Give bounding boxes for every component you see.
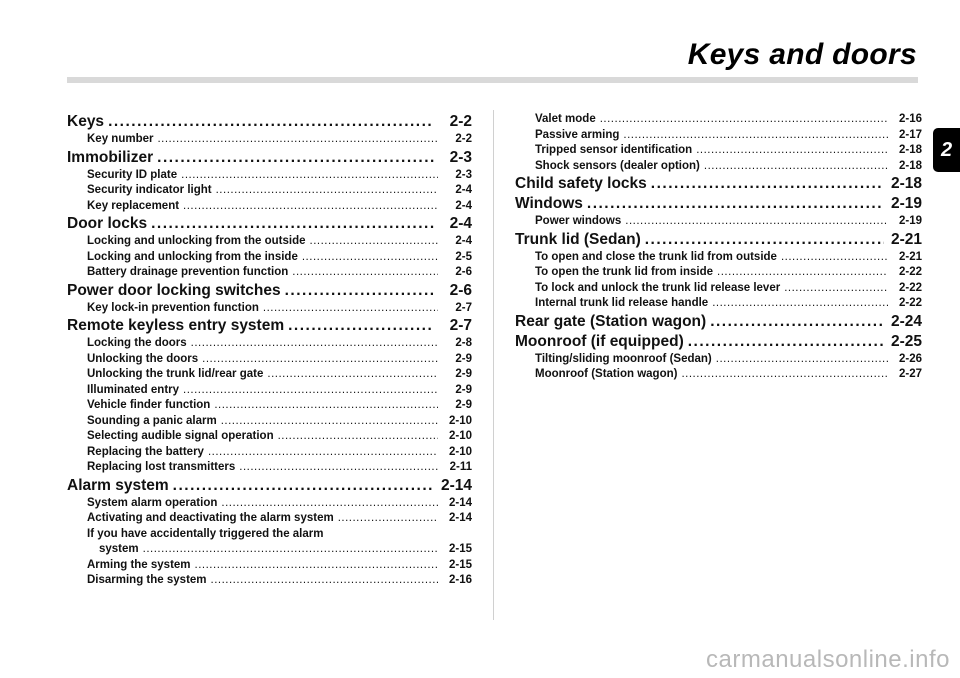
toc-subentry-label: Security indicator light	[87, 184, 212, 196]
toc-subentry[interactable]	[67, 250, 472, 266]
toc-subentry-label: Unlocking the doors	[87, 352, 199, 365]
dot-leader	[263, 301, 438, 317]
page-number: 2-27	[898, 368, 922, 380]
toc-section-heading-label: Rear gate (Station wagon)	[515, 312, 707, 330]
page-number: 2-4	[449, 215, 472, 232]
toc-section-heading-label: Door locks	[67, 215, 148, 232]
toc-left-column	[67, 112, 472, 589]
toc-section	[515, 312, 922, 332]
dot-leader	[717, 265, 888, 281]
toc-subentry[interactable]	[515, 296, 922, 312]
page-number: 2-3	[455, 168, 472, 181]
dot-leader	[221, 414, 438, 430]
toc-subentry[interactable]	[515, 159, 922, 175]
page-number: 2-10	[448, 414, 472, 427]
toc-subentry[interactable]	[67, 429, 472, 445]
toc-section-heading-label: Child safety locks	[515, 175, 647, 192]
toc-subentry[interactable]	[67, 183, 472, 199]
page-number: 2-15	[448, 558, 472, 571]
toc-subentry[interactable]	[67, 496, 472, 512]
page-number: 2-2	[449, 113, 472, 130]
page-number: 2-6	[455, 266, 472, 278]
page-number: 2-11	[449, 461, 472, 473]
toc-section-heading[interactable]	[515, 332, 922, 352]
dot-leader	[157, 148, 434, 168]
toc-subentry[interactable]	[67, 367, 472, 383]
toc-subentry[interactable]	[515, 214, 922, 230]
toc-subentry-label: Valet mode	[535, 113, 596, 125]
toc-subentry[interactable]	[67, 199, 472, 215]
toc-section-heading[interactable]	[67, 148, 472, 168]
toc-subentry[interactable]	[67, 573, 472, 589]
toc-subentry[interactable]	[67, 398, 472, 414]
toc-subentry-label: Unlocking the trunk lid/rear gate	[87, 368, 264, 380]
page-number: 2-7	[449, 317, 472, 334]
dot-leader	[338, 511, 438, 527]
toc-section	[67, 214, 472, 281]
toc-section-heading-label: Moonroof (if equipped)	[515, 332, 684, 350]
toc-section-heading-label: Windows	[515, 195, 583, 212]
toc-subentry-label: Sounding a panic alarm	[87, 414, 217, 427]
toc-subentry-label: Locking the doors	[87, 337, 187, 349]
dot-leader	[278, 429, 438, 445]
dot-leader	[645, 230, 884, 250]
toc-subentry-label: Tilting/sliding moonroof (Sedan)	[535, 352, 712, 365]
toc-subentry[interactable]	[515, 128, 922, 144]
dot-leader	[696, 143, 888, 159]
toc-subentry-label: Key number	[87, 133, 154, 145]
toc-subentry-label: Tripped sensor identification	[535, 144, 693, 156]
dot-leader	[157, 132, 438, 148]
dot-leader	[181, 168, 438, 184]
toc-subentry-label: To lock and unlock the trunk lid release lever	[535, 281, 781, 294]
dot-leader	[211, 573, 438, 589]
toc-subentry-label: Replacing the battery	[87, 445, 204, 458]
dot-leader	[310, 234, 438, 250]
dot-leader	[195, 558, 438, 574]
toc-subentry[interactable]	[67, 460, 472, 476]
toc-section-heading[interactable]	[515, 174, 922, 194]
toc-section-heading[interactable]	[67, 214, 472, 234]
page-number: 2-19	[898, 215, 922, 227]
toc-subentry-label: Key replacement	[87, 199, 180, 212]
toc-subentry[interactable]	[515, 265, 922, 281]
page-number: 2-2	[455, 133, 472, 145]
column-divider	[493, 110, 494, 620]
page-number: 2-3	[449, 148, 472, 166]
toc-subentry-label: Shock sensors (dealer option)	[535, 159, 700, 172]
toc-subentry-label: system	[99, 543, 139, 555]
toc-section-heading[interactable]	[67, 112, 472, 132]
toc-section-heading[interactable]	[515, 230, 922, 250]
dot-leader	[214, 398, 438, 414]
page-number: 2-25	[890, 332, 922, 350]
page-number: 2-4	[455, 235, 472, 247]
toc-subentry[interactable]	[515, 281, 922, 297]
toc-subentry[interactable]	[67, 558, 472, 574]
page-number: 2-14	[440, 476, 472, 494]
toc-subentry[interactable]	[515, 367, 922, 383]
toc-subentry-label: Battery drainage prevention function	[87, 266, 289, 278]
toc-section	[515, 332, 922, 383]
dot-leader	[781, 250, 888, 266]
toc-section	[67, 281, 472, 317]
toc-subentry-label: System alarm operation	[87, 496, 218, 509]
dot-leader	[651, 174, 884, 194]
toc-subentry-label: Illuminated entry	[87, 383, 180, 396]
dot-leader	[183, 199, 438, 215]
toc-subentry-label: Replacing lost transmitters	[87, 461, 236, 473]
page-number: 2-14	[448, 512, 472, 524]
toc-section-heading[interactable]	[515, 194, 922, 214]
page-number: 2-14	[448, 496, 472, 509]
dot-leader	[208, 445, 438, 461]
toc-subentry[interactable]	[515, 250, 922, 266]
page-number: 2-10	[448, 430, 472, 442]
dot-leader	[267, 367, 438, 383]
toc-section	[67, 316, 472, 476]
page-number: 2-4	[455, 184, 472, 196]
toc-subentry-label: Locking and unlocking from the inside	[87, 250, 298, 263]
page-number: 2-9	[455, 399, 472, 411]
toc-subentry-label: Internal trunk lid release handle	[535, 297, 709, 309]
toc-subentry-label: Vehicle finder function	[87, 399, 211, 411]
page-number: 2-9	[455, 383, 472, 396]
page-number: 2-9	[455, 368, 472, 380]
page-number: 2-16	[448, 574, 472, 586]
dot-leader	[216, 183, 438, 199]
dot-leader	[288, 316, 434, 336]
dot-leader	[600, 112, 888, 128]
dot-leader	[292, 265, 438, 281]
toc-section	[515, 194, 922, 230]
toc-subentry-label: Locking and unlocking from the outside	[87, 235, 306, 247]
toc-subentry-label: Power windows	[535, 215, 622, 227]
watermark: carmanualsonline.info	[706, 646, 950, 673]
toc-subentry-label: Activating and deactivating the alarm system	[87, 512, 334, 524]
toc-subentry[interactable]	[67, 542, 472, 558]
toc-subentry[interactable]	[67, 511, 472, 527]
dot-leader	[688, 332, 884, 352]
toc-subentry[interactable]	[515, 352, 922, 368]
page-number: 2-24	[890, 312, 922, 330]
dot-leader	[712, 296, 888, 312]
dot-leader	[173, 476, 434, 496]
page-number: 2-26	[898, 352, 922, 365]
page-number: 2-8	[455, 337, 472, 349]
page-number: 2-22	[898, 266, 922, 278]
toc-section-heading-label: Immobilizer	[67, 148, 154, 166]
toc-subentry[interactable]	[67, 445, 472, 461]
toc-subentry[interactable]	[67, 336, 472, 352]
page-number: 2-9	[455, 352, 472, 365]
toc-subentry[interactable]	[67, 132, 472, 148]
toc-subentry-label: Arming the system	[87, 558, 191, 571]
dot-leader	[191, 336, 438, 352]
page-number: 2-16	[898, 113, 922, 125]
toc-subentry-label: Passive arming	[535, 128, 620, 141]
page-number: 2-22	[898, 281, 922, 294]
toc-subentry-label: Selecting audible signal operation	[87, 430, 274, 442]
toc-subentry[interactable]	[515, 112, 922, 128]
toc-subentry-label: To open the trunk lid from inside	[535, 266, 714, 278]
dot-leader	[710, 312, 884, 332]
dot-leader	[587, 194, 884, 214]
page-number: 2-18	[898, 144, 922, 156]
dot-leader	[625, 214, 888, 230]
toc-subentry[interactable]	[67, 168, 472, 184]
toc-section	[515, 230, 922, 312]
page-number: 2-4	[455, 199, 472, 212]
page-number: 2-6	[449, 281, 472, 299]
chapter-tab[interactable]: 2	[933, 128, 960, 172]
toc-subentry[interactable]	[67, 383, 472, 399]
header-rule	[67, 77, 918, 83]
toc-section-heading[interactable]	[515, 312, 922, 332]
toc-section	[67, 148, 472, 215]
dot-leader	[143, 542, 438, 558]
page-number: 2-19	[890, 195, 922, 212]
toc-section-heading[interactable]	[67, 316, 472, 336]
dot-leader	[221, 496, 438, 512]
dot-leader	[716, 352, 888, 368]
dot-leader	[784, 281, 888, 297]
page-number: 2-18	[890, 175, 922, 192]
toc-subentry[interactable]	[67, 265, 472, 281]
toc-section	[515, 174, 922, 194]
dot-leader	[183, 383, 438, 399]
toc-section	[67, 476, 472, 589]
dot-leader	[108, 112, 434, 132]
toc-subentry-label: Security ID plate	[87, 168, 178, 181]
dot-leader	[202, 352, 438, 368]
page-number: 2-10	[448, 445, 472, 458]
page-number: 2-22	[898, 297, 922, 309]
toc-section-heading[interactable]	[67, 476, 472, 496]
toc-subentry[interactable]	[67, 234, 472, 250]
dot-leader	[623, 128, 888, 144]
toc-subentry[interactable]	[67, 414, 472, 430]
toc-section-heading-label: Power door locking switches	[67, 281, 281, 299]
toc-subentry-label: Moonroof (Station wagon)	[535, 368, 678, 380]
page-number: 2-7	[455, 301, 472, 314]
toc-section-heading-label: Keys	[67, 113, 105, 130]
toc-section	[515, 112, 922, 174]
toc-subentry[interactable]	[67, 352, 472, 368]
page-number: 2-21	[890, 230, 922, 248]
page-number: 2-18	[898, 159, 922, 172]
toc-section-heading[interactable]	[67, 281, 472, 301]
dot-leader	[704, 159, 888, 175]
page-number: 2-5	[455, 250, 472, 263]
page-number: 2-15	[448, 543, 472, 555]
dot-leader	[302, 250, 438, 266]
page-number: 2-21	[898, 250, 922, 263]
toc-subentry-label: To open and close the trunk lid from outside	[535, 250, 777, 263]
toc-section-heading-label: Alarm system	[67, 476, 169, 494]
dot-leader	[239, 460, 438, 476]
dot-leader	[151, 214, 434, 234]
toc-section-heading-label: Remote keyless entry system	[67, 317, 285, 334]
toc-subentry-label: Disarming the system	[87, 574, 207, 586]
toc-subentry[interactable]	[67, 527, 472, 543]
toc-section	[67, 112, 472, 148]
dot-leader	[285, 281, 434, 301]
page-title: Keys and doors	[687, 38, 917, 71]
toc-subentry[interactable]	[515, 143, 922, 159]
page-number: 2-17	[898, 128, 922, 141]
toc-subentry[interactable]	[67, 301, 472, 317]
toc-subentry-label: Key lock-in prevention function	[87, 301, 259, 314]
toc-right-column	[515, 112, 922, 383]
dot-leader	[681, 367, 888, 383]
toc-subentry-label: If you have accidentally triggered the alarm	[87, 527, 324, 540]
toc-section-heading-label: Trunk lid (Sedan)	[515, 230, 641, 248]
